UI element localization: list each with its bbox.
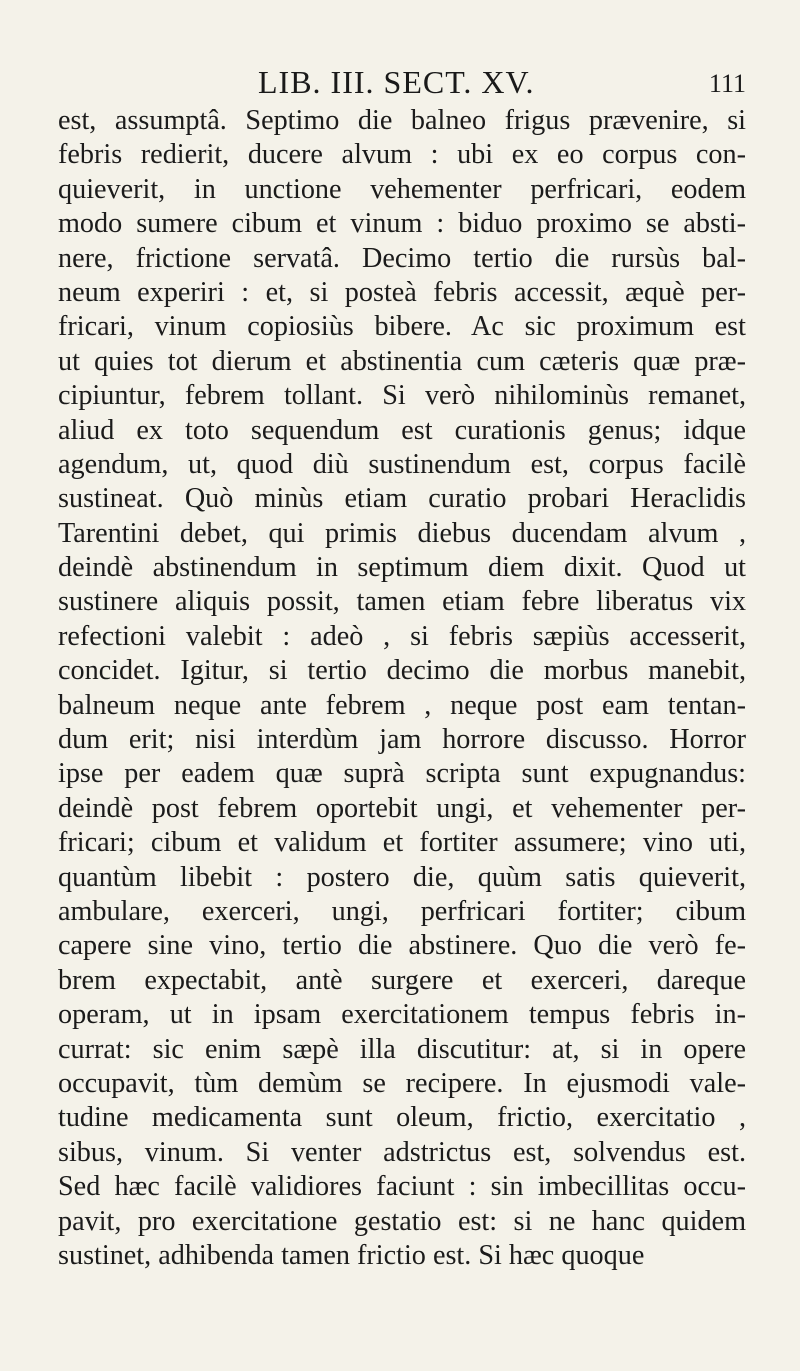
text-line: pavit, pro exercitatione gestatio est: si ne hanc quidem (58, 1205, 746, 1237)
text-line: brem expectabit, antè surgere et exerceri, dareque (58, 964, 746, 996)
text-line: quantùm libebit : postero die, quùm satis quieverit, (58, 861, 746, 893)
body-text (58, 104, 746, 1273)
text-line: fricari; cibum et validum et fortiter assumere; vino uti, (58, 827, 746, 859)
text-line: sustineat. Quò minùs etiam curatio probari Heraclidis (58, 483, 746, 515)
text-line: ambulare, exerceri, ungi, perfricari fortiter; cibum (58, 895, 746, 927)
text-line: deindè post febrem oportebit ungi, et vehementer per- (58, 792, 746, 824)
text-line: operam, ut in ipsam exercitationem tempus febris in- (58, 999, 746, 1031)
text-line: cipiuntur, febrem tollant. Si verò nihilominùs remanet, (58, 380, 746, 412)
text-line: agendum, ut, quod diù sustinendum est, corpus facilè (58, 448, 746, 480)
text-line: febris redierit, ducere alvum : ubi ex eo corpus con- (58, 139, 746, 171)
running-head: LIB. III. SECT. XV. (258, 64, 535, 100)
text-line: capere sine vino, tertio die abstinere. Quo die verò fe- (58, 930, 746, 962)
text-line: sibus, vinum. Si venter adstrictus est, solvendus est. (58, 1136, 746, 1168)
text-line: dum erit; nisi interdùm jam horrore discusso. Horror (58, 724, 746, 756)
text-line: fricari, vinum copiosiùs bibere. Ac sic proximum est (58, 311, 746, 343)
text-line: aliud ex toto sequendum est curationis genus; idque (58, 414, 746, 446)
text-line: quieverit, in unctione vehementer perfricari, eodem (58, 173, 746, 205)
text-line: Sed hæc facilè validiores faciunt : sin imbecillitas occu- (58, 1171, 746, 1203)
text-line: currat: sic enim sæpè illa discutitur: at, si in opere (58, 1033, 746, 1065)
text-line: sustinere aliquis possit, tamen etiam febre liberatus vix (58, 586, 746, 618)
text-line: occupavit, tùm demùm se recipere. In ejusmodi vale- (58, 1067, 746, 1099)
page-number: 111 (708, 69, 746, 98)
text-line: Tarentini debet, qui primis diebus ducendam alvum , (58, 517, 746, 549)
page-header (58, 62, 746, 102)
text-line: ut quies tot dierum et abstinentia cum cæteris quæ præ- (58, 345, 746, 377)
text-line: nere, frictione servatâ. Decimo tertio die rursùs bal- (58, 242, 746, 274)
text-line: balneum neque ante febrem , neque post eam tentan- (58, 689, 746, 721)
text-line: est, assumptâ. Septimo die balneo frigus prævenire, si (58, 105, 746, 136)
text-line: tudine medicamenta sunt oleum, frictio, exercitatio , (58, 1102, 746, 1134)
text-line: ipse per eadem quæ suprà scripta sunt expugnandus: (58, 758, 746, 790)
text-line: neum experiri : et, si posteà febris accessit, æquè per- (58, 276, 746, 308)
text-line: refectioni valebit : adeò , si febris sæpiùs accesserit, (58, 620, 746, 652)
text-line: deindè abstinendum in septimum diem dixit. Quod ut (58, 552, 746, 584)
text-line: concidet. Igitur, si tertio decimo die morbus manebit, (58, 655, 746, 687)
text-line: sustinet, adhibenda tamen frictio est. Si hæc quoque (58, 1239, 645, 1271)
text-line: modo sumere cibum et vinum : biduo proximo se absti- (58, 208, 746, 240)
